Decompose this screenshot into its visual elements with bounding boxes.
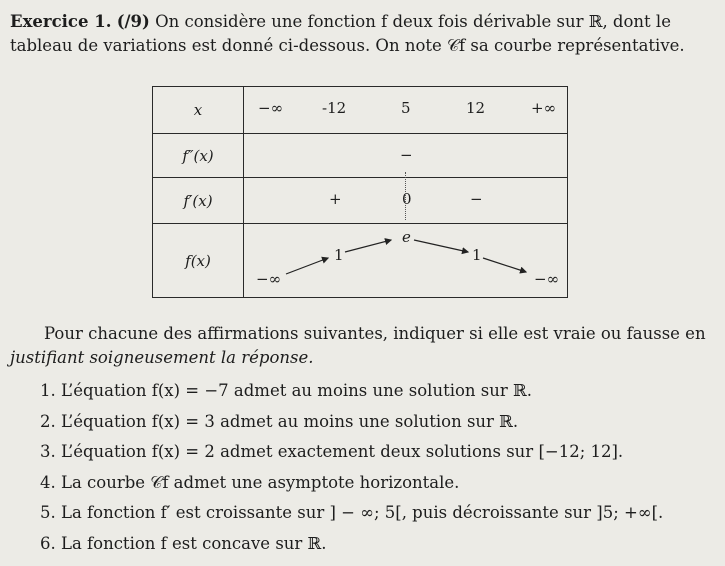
row-label-f2 bbox=[153, 134, 244, 178]
sign: + bbox=[329, 190, 342, 208]
exercise-intro bbox=[10, 10, 722, 58]
row-label-f1-text: f′(x) bbox=[183, 191, 213, 210]
row-f-variations bbox=[244, 224, 568, 298]
row-label-f1 bbox=[153, 178, 244, 224]
exercise-points: (/9) bbox=[116, 12, 150, 31]
header-value: 12 bbox=[466, 99, 486, 117]
instructions-line-1: Pour chacune des affirmations suivantes, indiquer si elle est vraie ou fausse en bbox=[44, 324, 706, 343]
question-item: 5. La fonction f′ est croissante sur ] − ∞; 5[, puis décroissante sur ]5; +∞[. bbox=[40, 503, 664, 522]
question-item: 6. La fonction f est concave sur ℝ. bbox=[40, 533, 327, 553]
header-value: 5 bbox=[401, 99, 411, 117]
row-label-f bbox=[153, 224, 244, 298]
intro-line-1: On considère une fonction f deux fois dérivable sur ℝ, dont le bbox=[155, 12, 671, 31]
max-value: e bbox=[402, 228, 411, 246]
row-f1-signs bbox=[244, 178, 568, 224]
sign: − bbox=[470, 190, 483, 208]
variation-value: 1 bbox=[334, 246, 344, 264]
question-item: 4. La courbe 𝒞f admet une asymptote horizontale. bbox=[40, 472, 460, 492]
intro-line-2: tableau de variations est donné ci-dessous. On note 𝒞f sa courbe représentative. bbox=[10, 36, 685, 55]
header-value: -12 bbox=[322, 99, 347, 117]
header-var-cell bbox=[153, 87, 244, 134]
row-label-f2-text: f″(x) bbox=[182, 146, 214, 165]
header-var: x bbox=[193, 101, 203, 119]
question-item: 2. L’équation f(x) = 3 admet au moins une solution sur ℝ. bbox=[40, 411, 519, 431]
sign: − bbox=[400, 146, 413, 164]
header-value: −∞ bbox=[258, 99, 284, 117]
instructions bbox=[10, 322, 722, 370]
zero-dotted-line bbox=[405, 172, 407, 220]
variation-table bbox=[152, 86, 568, 298]
decreasing-arrow bbox=[483, 258, 526, 272]
header-value: +∞ bbox=[531, 99, 557, 117]
exercise-title: Exercice 1. bbox=[10, 12, 112, 31]
increasing-arrow bbox=[286, 258, 328, 274]
increasing-arrow bbox=[345, 240, 391, 252]
question-item: 3. L’équation f(x) = 2 admet exactement deux solutions sur [−12; 12]. bbox=[40, 442, 624, 461]
decreasing-arrow bbox=[414, 240, 468, 252]
variation-value: 1 bbox=[472, 246, 482, 264]
limit-value: −∞ bbox=[256, 270, 282, 288]
limit-value: −∞ bbox=[534, 270, 560, 288]
instructions-line-2: justifiant soigneusement la réponse. bbox=[10, 348, 314, 367]
header-values-cell bbox=[244, 87, 568, 134]
sign: 0 bbox=[402, 190, 412, 208]
row-label-f-text: f(x) bbox=[185, 251, 211, 270]
row-f2-signs bbox=[244, 134, 568, 178]
questions-list bbox=[40, 376, 663, 559]
variation-arrows bbox=[244, 224, 568, 298]
question-item: 1. L’équation f(x) = −7 admet au moins une solution sur ℝ. bbox=[40, 381, 532, 400]
